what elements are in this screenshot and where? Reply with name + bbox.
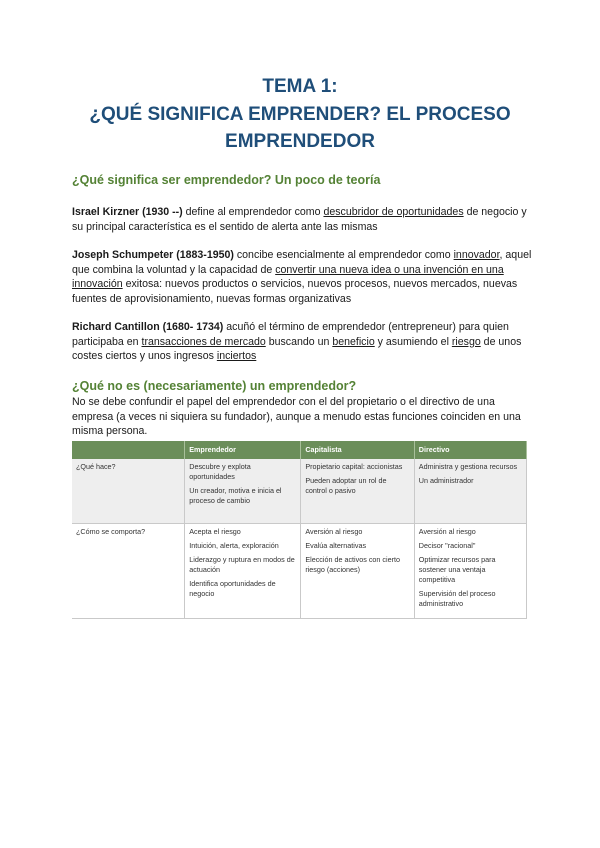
comparison-table (72, 441, 527, 619)
cell-text: Optimizar recursos para sostener una ventaja competitiva (418, 555, 496, 584)
table-header-emprendedor: Emprendedor (185, 441, 301, 459)
underlined-term: descubridor de oportunidades (323, 206, 464, 218)
page-title-line-3: EMPRENDEDOR (225, 131, 375, 152)
table-header-directivo: Directivo (414, 441, 526, 459)
author-name: Richard Cantillon (1680- 1734) (72, 321, 224, 333)
cell-text: Aversión al riesgo (305, 527, 363, 536)
cell-text: Administra y gestiona recursos (418, 462, 518, 471)
table-row (72, 459, 527, 524)
cell-text: Identifica oportunidades de negocio (189, 579, 276, 598)
underlined-term: inciertos (216, 350, 257, 362)
cell-text: Aversión al riesgo (418, 527, 476, 536)
text: define al emprendedor como (182, 206, 324, 218)
cell-text: Decisor "racional" (418, 541, 476, 550)
row-label: ¿Qué hace? (72, 459, 185, 524)
cell-text: Propietario capital: accionistas (305, 462, 403, 471)
cell-text: Liderazgo y ruptura en modos de actuación (189, 555, 295, 574)
table-cell (185, 459, 301, 524)
cell-text: Un administrador (418, 476, 474, 485)
underlined-term: transacciones de mercado (141, 335, 266, 348)
page-title-line-2: ¿QUÉ SIGNIFICA EMPRENDER? EL PROCESO (89, 104, 511, 125)
row-label: ¿Cómo se comporta? (72, 524, 185, 619)
author-name: Joseph Schumpeter (1883-1950) (72, 249, 234, 261)
section-heading-theory: ¿Qué significa ser emprendedor? Un poco de teoría (72, 173, 381, 187)
table-row (72, 524, 527, 619)
text: acuñó el término de emprendedor (entrepreneur) para quien participaba en (72, 321, 509, 348)
table-cell (414, 524, 526, 619)
table-cell (301, 459, 414, 524)
text: buscando un (265, 335, 333, 348)
cell-text: Descubre y explota oportunidades (189, 462, 251, 481)
cell-text: Acepta el riesgo (189, 527, 241, 536)
text: y asumiendo el (374, 335, 452, 348)
cell-text: Evalúa alternativas (305, 541, 367, 550)
underlined-term: riesgo (451, 335, 481, 348)
author-name: Israel Kirzner (1930 --) (72, 206, 183, 218)
text: concibe esencialmente al emprendedor como (233, 249, 454, 261)
cell-text: Pueden adoptar un rol de control o pasivo (305, 476, 387, 495)
paragraph-distinction: No se debe confundir el papel del emprendedor con el del propietario o el directivo de una empresa (a veces ni siquiera su fundador), aunque a menudo estas funciones coinciden en una misma persona. (72, 396, 521, 437)
section-heading-not-entrepreneur: ¿Qué no es (necesariamente) un emprendedor? (72, 379, 357, 393)
cell-text: Un creador, motiva e inicia el proceso de cambio (189, 486, 282, 505)
cell-text: Elección de activos con cierto riesgo (acciones) (305, 555, 400, 574)
underlined-term: convertir una nueva idea o una invención en una innovación (72, 263, 504, 290)
paragraph-schumpeter (72, 248, 532, 306)
underlined-term: innovador (453, 249, 500, 261)
table-header-capitalista: Capitalista (301, 441, 414, 459)
text: de unos costes ciertos y unos ingresos (72, 335, 522, 362)
text: de negocio y su principal característica es el sentido de alerta ante las mismas (72, 206, 527, 233)
table-cell (414, 459, 526, 524)
cell-text: Intuición, alerta, exploración (189, 541, 279, 550)
page-title-line-1: TEMA 1: (262, 76, 338, 97)
paragraph-kirzner (72, 205, 532, 234)
text: , aquel que combina la voluntad y la capacidad de (72, 249, 532, 276)
cell-text: Supervisión del proceso administrativo (418, 589, 496, 608)
table-cell (185, 524, 301, 619)
text: exitosa: nuevos productos o servicios, nuevos procesos, nuevos mercados, nuevas fuentes de aprovisionamiento, nuevas formas organizativas (72, 278, 518, 305)
underlined-term: beneficio (332, 335, 375, 348)
table-header-empty (72, 441, 185, 459)
table-cell (301, 524, 414, 619)
paragraph-cantillon (72, 320, 532, 364)
table-header-row (72, 441, 527, 459)
